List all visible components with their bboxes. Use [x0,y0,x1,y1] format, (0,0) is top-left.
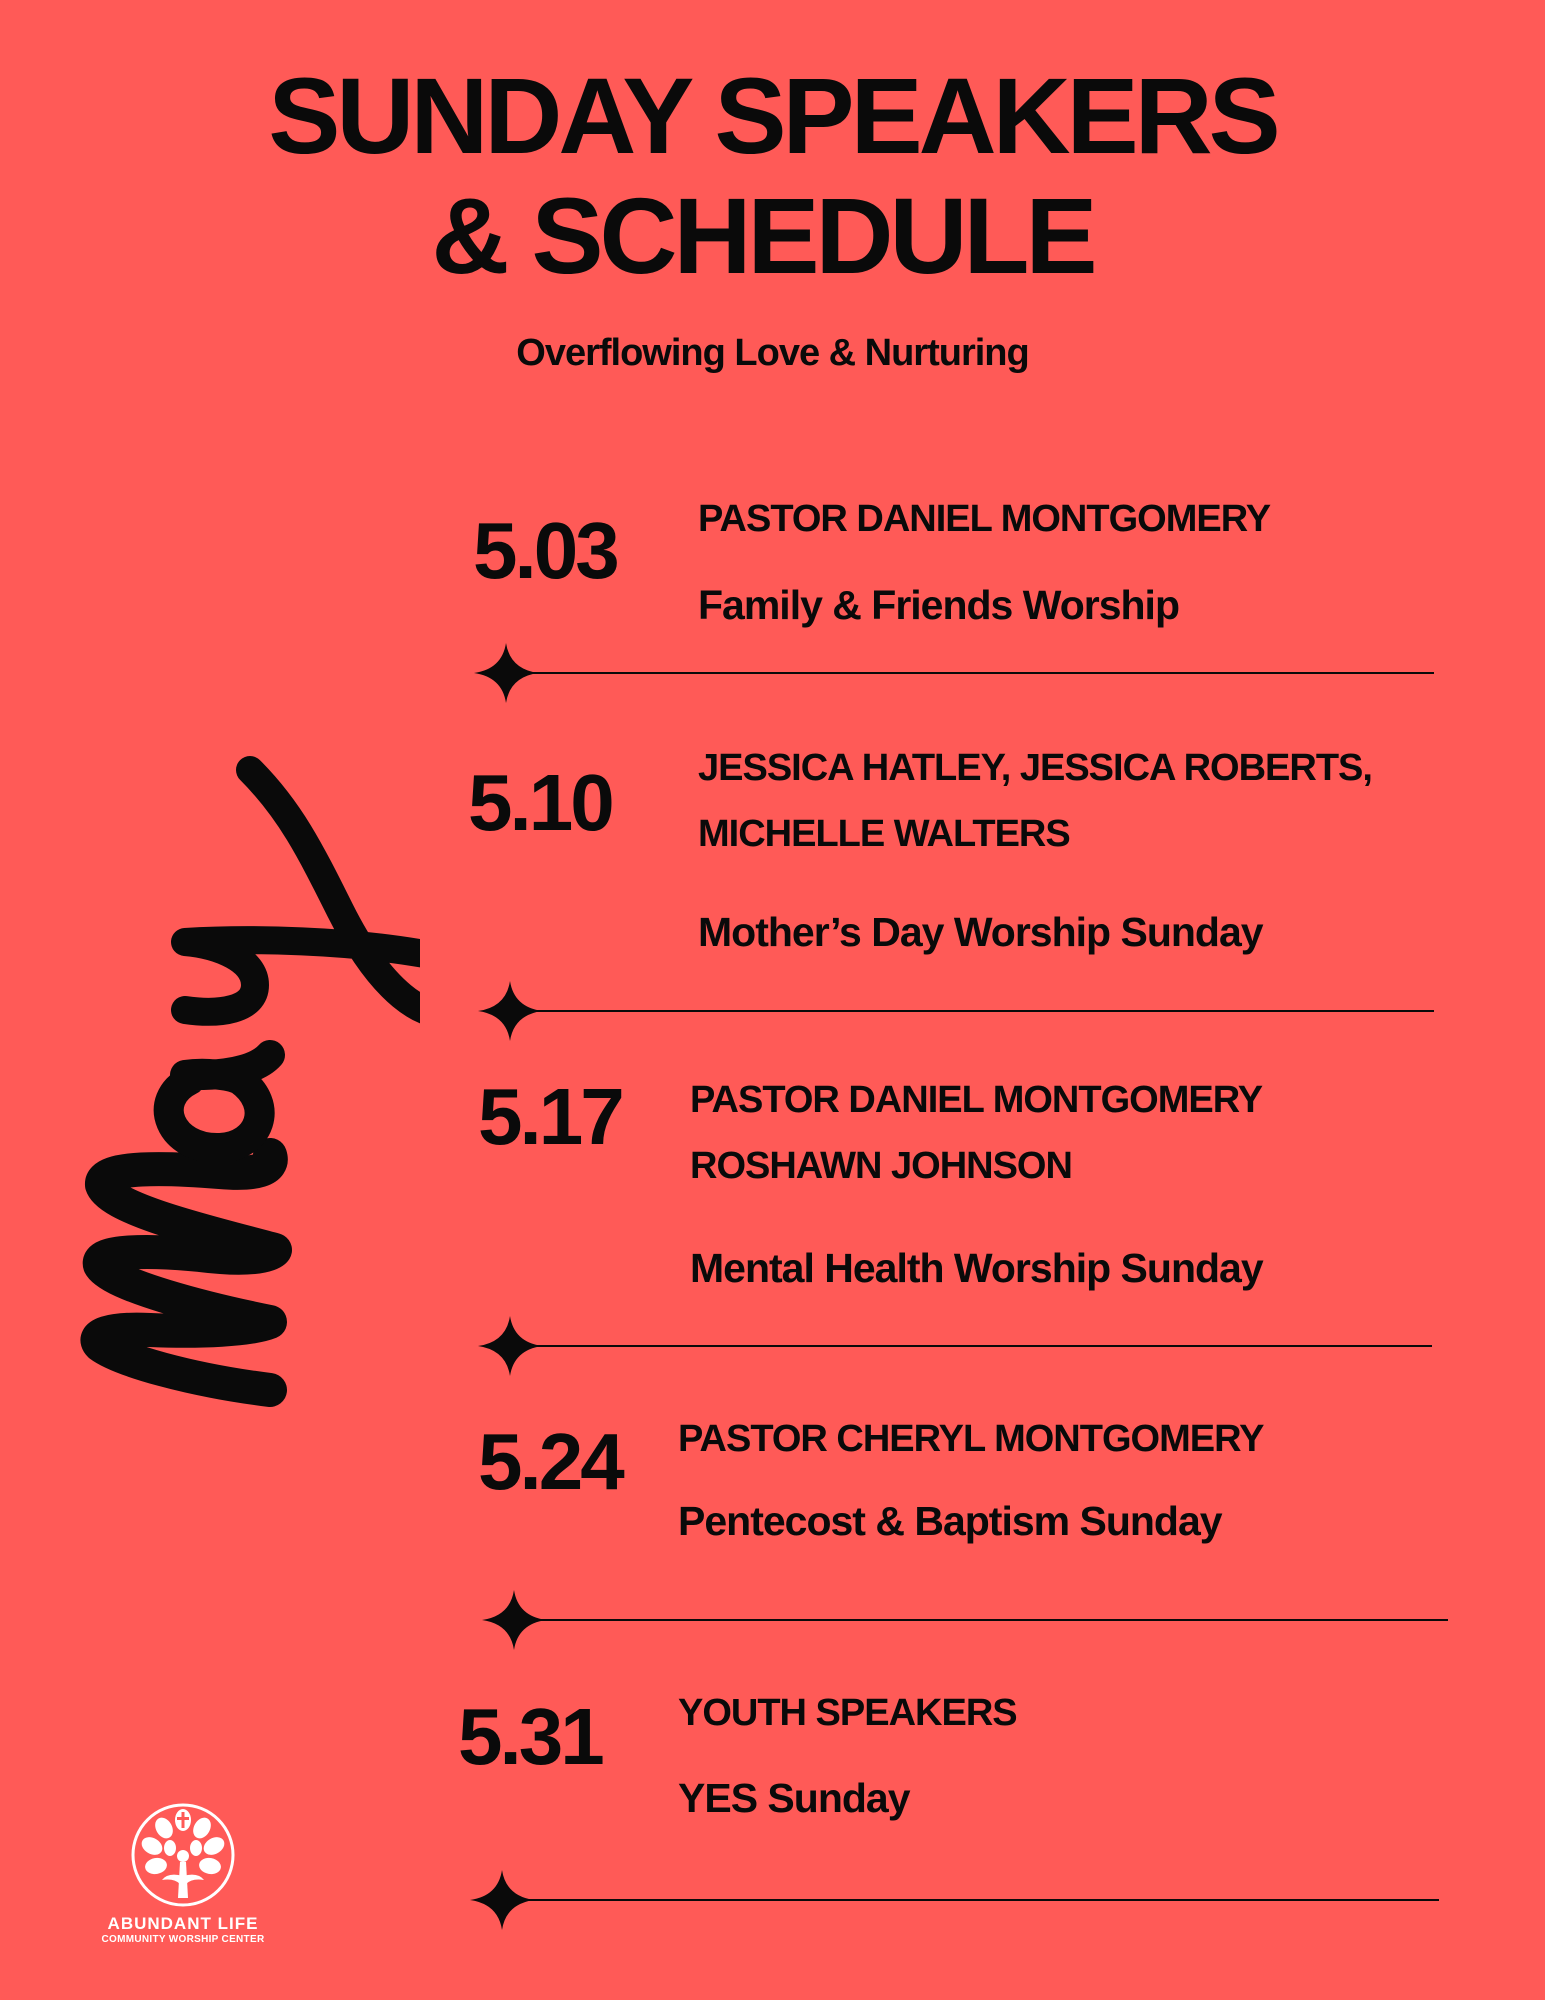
tree-cross-icon [120,1800,246,1910]
schedule-speaker: PASTOR DANIEL MONTGOMERY [690,1079,1263,1121]
schedule-speaker: YOUTH SPEAKERS [678,1692,1017,1734]
schedule-speaker: ROSHAWN JOHNSON [690,1145,1072,1187]
schedule-theme: Family & Friends Worship [698,582,1179,628]
divider-sparkle-line [468,643,1438,703]
schedule-speaker: PASTOR CHERYL MONTGOMERY [678,1418,1264,1460]
schedule-theme: Pentecost & Baptism Sunday [678,1498,1222,1544]
divider-sparkle-line [472,981,1438,1041]
schedule-date: 5.03 [473,506,617,595]
page-title-line2: & SCHEDULE [431,175,1094,296]
divider-sparkle-line [464,1870,1444,1930]
schedule-theme: YES Sunday [678,1775,910,1821]
schedule-date: 5.24 [478,1417,622,1506]
logo-subname: COMMUNITY WORSHIP CENTER [101,1934,265,1945]
divider-sparkle-line [472,1316,1438,1376]
schedule-theme: Mental Health Worship Sunday [690,1245,1263,1291]
divider-sparkle-line [476,1590,1452,1650]
logo-name: ABUNDANT LIFE [107,1914,259,1933]
schedule-speaker: MICHELLE WALTERS [698,813,1070,855]
schedule-speaker: JESSICA HATLEY, JESSICA ROBERTS, [698,747,1372,789]
schedule-date: 5.10 [468,758,612,847]
page-subtitle: Overflowing Love & Nurturing [516,332,1029,374]
page-title-line1: SUNDAY SPEAKERS [268,55,1277,176]
schedule-date: 5.31 [458,1692,602,1781]
schedule-date: 5.17 [478,1072,622,1161]
month-script-graphic [40,700,420,1420]
schedule-speaker: PASTOR DANIEL MONTGOMERY [698,498,1271,540]
schedule-theme: Mother’s Day Worship Sunday [698,909,1263,955]
church-logo [88,1800,278,1960]
